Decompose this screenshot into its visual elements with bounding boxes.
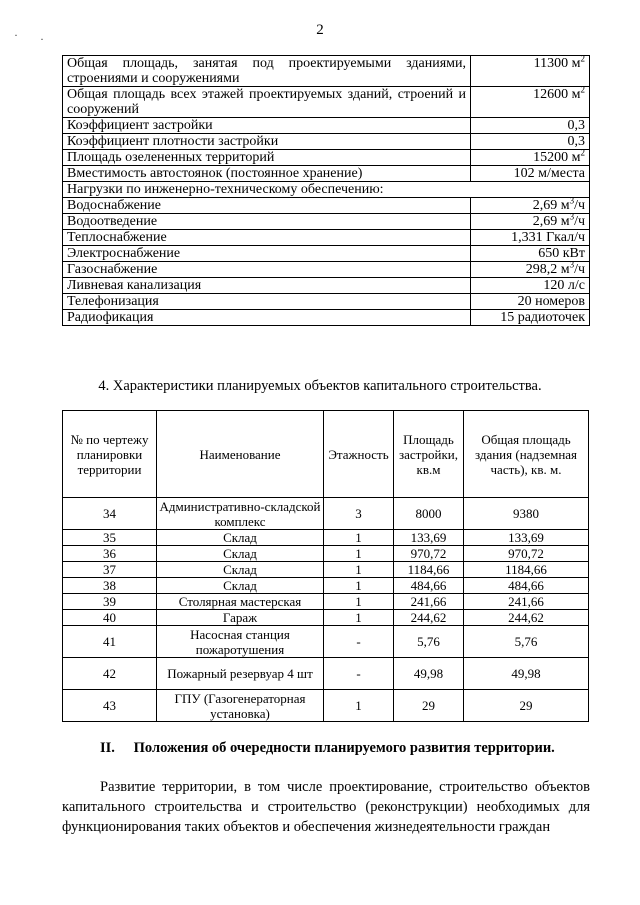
parameter-name: Коэффициент плотности застройки bbox=[63, 134, 471, 150]
object-built-area: 8000 bbox=[394, 498, 464, 530]
object-number: 36 bbox=[63, 546, 157, 562]
parameter-value bbox=[471, 211, 590, 230]
parameter-value bbox=[471, 134, 590, 150]
objects-table-header bbox=[63, 411, 589, 498]
object-built-area: 5,76 bbox=[394, 626, 464, 658]
parameter-value-text: 20 номеров bbox=[517, 294, 585, 309]
parameter-value-text: 15200 м bbox=[533, 150, 581, 165]
parameter-value bbox=[471, 230, 590, 246]
object-built-area: 29 bbox=[394, 690, 464, 722]
object-built-area: 241,66 bbox=[394, 594, 464, 610]
object-number: 34 bbox=[63, 498, 157, 530]
unit-exponent: 2 bbox=[580, 147, 585, 158]
parameter-value-text: 12600 м bbox=[533, 87, 581, 102]
object-name: Склад bbox=[157, 530, 324, 546]
table-row bbox=[63, 498, 589, 530]
object-number: 42 bbox=[63, 658, 157, 690]
object-total-area: 241,66 bbox=[464, 594, 589, 610]
object-total-area: 5,76 bbox=[464, 626, 589, 658]
parameter-name: Радиофикация bbox=[63, 310, 471, 326]
object-number: 38 bbox=[63, 578, 157, 594]
parameter-value bbox=[471, 147, 590, 166]
table-row bbox=[63, 690, 589, 722]
header-total-area: Общая площадь здания (надземная часть), кв. м. bbox=[464, 411, 589, 498]
section-4-title: 4. Характеристики планируемых объектов капитального строительства. bbox=[98, 378, 542, 394]
unit-suffix: /ч bbox=[574, 214, 585, 229]
header-number: № по чертежу планировки территории bbox=[63, 411, 157, 498]
table-row bbox=[63, 562, 589, 578]
object-total-area: 9380 bbox=[464, 498, 589, 530]
parameter-name: Газоснабжение bbox=[63, 262, 471, 278]
parameter-value bbox=[471, 84, 590, 118]
unit-exponent: 2 bbox=[580, 53, 585, 64]
parameter-row bbox=[63, 56, 590, 87]
objects-table bbox=[62, 410, 589, 722]
parameter-row bbox=[63, 182, 590, 198]
object-name: Пожарный резервуар 4 шт bbox=[157, 658, 324, 690]
object-number: 41 bbox=[63, 626, 157, 658]
object-number: 43 bbox=[63, 690, 157, 722]
object-floors: 1 bbox=[324, 594, 394, 610]
parameter-name: Коэффициент застройки bbox=[63, 118, 471, 134]
parameter-row bbox=[63, 310, 590, 326]
parameter-value-text: 0,3 bbox=[567, 118, 585, 133]
parameter-name: Ливневая канализация bbox=[63, 278, 471, 294]
parameter-value-text: 102 м/места bbox=[513, 166, 585, 181]
object-total-area: 484,66 bbox=[464, 578, 589, 594]
unit-exponent: 3 bbox=[569, 195, 575, 206]
object-floors: 1 bbox=[324, 578, 394, 594]
object-total-area: 1184,66 bbox=[464, 562, 589, 578]
parameter-row bbox=[63, 214, 590, 230]
unit-suffix: /ч bbox=[574, 262, 585, 277]
unit-suffix: /ч bbox=[574, 198, 585, 213]
parameter-value bbox=[471, 310, 590, 326]
parameter-name: Общая площадь, занятая под проектируемыми зданиями, строениями и сооружениями bbox=[63, 56, 471, 87]
object-name: Склад bbox=[157, 562, 324, 578]
table-row bbox=[63, 610, 589, 626]
section-2-title: Положения об очередности планируемого развития территории. bbox=[133, 740, 555, 756]
object-built-area: 244,62 bbox=[394, 610, 464, 626]
table-row bbox=[63, 594, 589, 610]
table-row bbox=[63, 578, 589, 594]
object-floors: 1 bbox=[324, 610, 394, 626]
object-built-area: 49,98 bbox=[394, 658, 464, 690]
object-name: Насосная станция пожаротушения bbox=[157, 626, 324, 658]
parameter-value bbox=[471, 294, 590, 310]
parameter-row bbox=[63, 150, 590, 166]
parameter-row bbox=[63, 230, 590, 246]
parameter-value bbox=[471, 259, 590, 278]
object-name: Гараж bbox=[157, 610, 324, 626]
object-name: ГПУ (Газогенераторная установка) bbox=[157, 690, 324, 722]
parameter-name: Нагрузки по инженерно-техническому обеспечению: bbox=[63, 182, 590, 198]
parameter-name: Телефонизация bbox=[63, 294, 471, 310]
table-row bbox=[63, 546, 589, 562]
object-name: Склад bbox=[157, 578, 324, 594]
object-number: 37 bbox=[63, 562, 157, 578]
unit-exponent: 3 bbox=[569, 259, 575, 270]
object-total-area: 49,98 bbox=[464, 658, 589, 690]
object-total-area: 29 bbox=[464, 690, 589, 722]
parameter-value-text: 120 л/с bbox=[543, 278, 585, 293]
object-number: 39 bbox=[63, 594, 157, 610]
header-built-area: Площадь застройки, кв.м bbox=[394, 411, 464, 498]
parameter-value bbox=[471, 118, 590, 134]
object-number: 40 bbox=[63, 610, 157, 626]
parameter-row bbox=[63, 198, 590, 214]
parameter-value-text: 0,3 bbox=[567, 134, 585, 149]
parameter-name: Вместимость автостоянок (постоянное хранение) bbox=[63, 166, 471, 182]
parameter-value-text: 650 кВт bbox=[538, 246, 585, 261]
parameter-row bbox=[63, 294, 590, 310]
object-name: Склад bbox=[157, 546, 324, 562]
scan-mark-right: · bbox=[40, 32, 44, 46]
object-number: 35 bbox=[63, 530, 157, 546]
parameter-name: Водоотведение bbox=[63, 214, 471, 230]
parameter-value-text: 2,69 м bbox=[532, 198, 570, 213]
table-row bbox=[63, 530, 589, 546]
object-built-area: 484,66 bbox=[394, 578, 464, 594]
parameter-row bbox=[63, 87, 590, 118]
object-floors: 1 bbox=[324, 690, 394, 722]
parameter-name: Общая площадь всех этажей проектируемых зданий, строений и сооружений bbox=[63, 87, 471, 118]
parameter-value-text: 15 радиоточек bbox=[500, 310, 585, 325]
parameter-name: Теплоснабжение bbox=[63, 230, 471, 246]
parameter-value-text: 11300 м bbox=[533, 56, 581, 71]
section-2-number: II. bbox=[100, 740, 115, 756]
parameter-row bbox=[63, 134, 590, 150]
unit-exponent: 2 bbox=[580, 84, 585, 95]
object-built-area: 1184,66 bbox=[394, 562, 464, 578]
table-row bbox=[63, 626, 589, 658]
object-floors: - bbox=[324, 658, 394, 690]
header-name: Наименование bbox=[157, 411, 324, 498]
parameter-value-text: 2,69 м bbox=[532, 214, 570, 229]
page-number: 2 bbox=[316, 22, 324, 38]
parameter-value bbox=[471, 278, 590, 294]
unit-exponent: 3 bbox=[569, 211, 575, 222]
parameter-row bbox=[63, 118, 590, 134]
object-name: Административно-складской комплекс bbox=[157, 498, 324, 530]
parameter-value-text: 298,2 м bbox=[525, 262, 570, 277]
object-total-area: 133,69 bbox=[464, 530, 589, 546]
object-floors: - bbox=[324, 626, 394, 658]
parameter-name: Площадь озелененных территорий bbox=[63, 150, 471, 166]
object-built-area: 133,69 bbox=[394, 530, 464, 546]
object-total-area: 970,72 bbox=[464, 546, 589, 562]
header-floors: Этажность bbox=[324, 411, 394, 498]
parameter-name: Электроснабжение bbox=[63, 246, 471, 262]
parameter-value bbox=[471, 53, 590, 87]
parameter-value bbox=[471, 166, 590, 182]
parameter-row bbox=[63, 166, 590, 182]
object-floors: 3 bbox=[324, 498, 394, 530]
object-floors: 1 bbox=[324, 546, 394, 562]
parameter-value-text: 1,331 Гкал/ч bbox=[511, 230, 585, 245]
parameters-table bbox=[62, 55, 590, 326]
table-row bbox=[63, 658, 589, 690]
scan-mark-left: · bbox=[14, 28, 18, 42]
parameter-row bbox=[63, 246, 590, 262]
object-built-area: 970,72 bbox=[394, 546, 464, 562]
parameter-row bbox=[63, 262, 590, 278]
object-floors: 1 bbox=[324, 562, 394, 578]
object-floors: 1 bbox=[324, 530, 394, 546]
parameter-name: Водоснабжение bbox=[63, 198, 471, 214]
section-2-heading bbox=[100, 740, 600, 757]
parameter-row bbox=[63, 278, 590, 294]
object-total-area: 244,62 bbox=[464, 610, 589, 626]
body-paragraph: Развитие территории, в том числе проектирование, строительство объектов капитального строительства и строительство (реконструкции) необходимых для функционирования таких объектов и обеспечения жизнедеятельности граждан bbox=[62, 779, 590, 835]
object-name: Столярная мастерская bbox=[157, 594, 324, 610]
